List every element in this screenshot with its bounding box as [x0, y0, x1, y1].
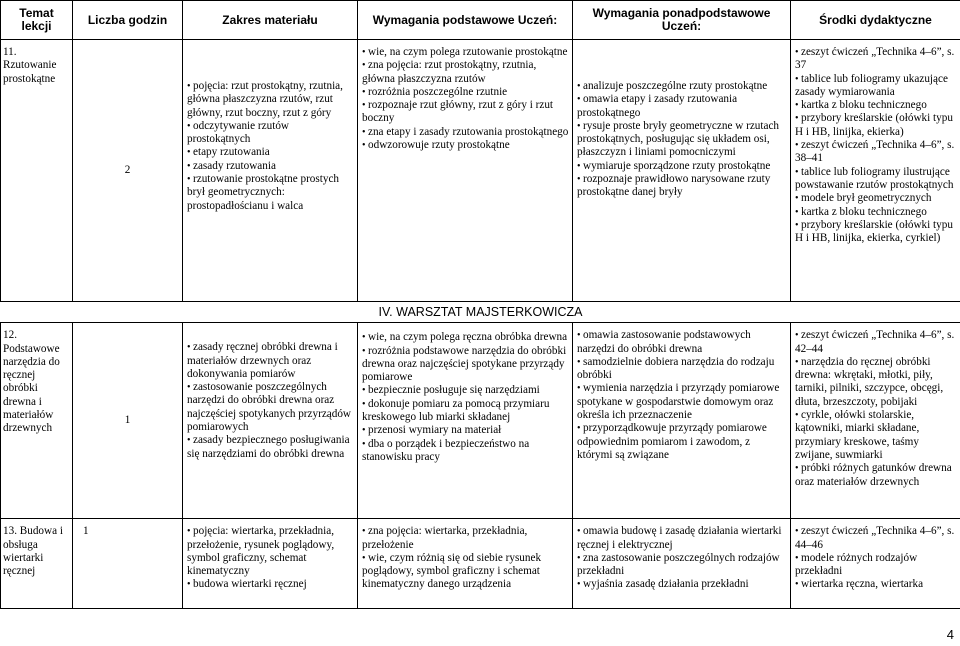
scope-list [187, 80, 355, 213]
scope-cell [183, 40, 358, 302]
list-item: • przybory kreślarskie (ołówki typu H i HB, linijka, ekierka, cyrkiel) [795, 219, 958, 246]
header-basic: Wymagania podstawowe Uczeń: [358, 1, 573, 40]
list-item: • zna pojęcia: wiertarka, przekładnia, przełożenie [362, 525, 570, 552]
list-item: • przybory kreślarskie (ołówki typu H i HB, linijka, ekierka) [795, 112, 958, 139]
list-item: • rzutowanie prostokątne prostych brył geometrycznych: prostopadłościanu i walca [187, 173, 355, 213]
list-item: • dokonuje pomiaru za pomocą przymiaru kreskowego lub miarki składanej [362, 398, 570, 425]
header-row [1, 1, 960, 40]
extended-list [577, 329, 788, 462]
aids-list [795, 329, 958, 489]
basic-cell [358, 323, 573, 519]
list-item: • odwzorowuje rzuty prostokątne [362, 139, 570, 152]
extended-cell [573, 323, 791, 519]
list-item: • zeszyt ćwiczeń „Technika 4–6”, s. 44–46 [795, 525, 958, 552]
list-item: • zna pojęcia: rzut prostokątny, rzutnia, główna płaszczyzna rzutów [362, 59, 570, 86]
list-item: • samodzielnie dobiera narzędzia do rodzaju obróbki [577, 356, 788, 383]
topic-cell: 12. Podstawowe narzędzia do ręcznej obróbki drewna i materiałów drzewnych [1, 323, 73, 519]
list-item: • wiertarka ręczna, wiertarka [795, 578, 958, 591]
basic-list [362, 331, 570, 464]
hours-cell: 1 [73, 519, 183, 609]
basic-list [362, 46, 570, 152]
list-item: • zna zastosowanie poszczególnych rodzajów przekładni [577, 552, 788, 579]
list-item: • rysuje proste bryły geometryczne w rzutach prostokątnych, posługując się układem osi, płaszczyzn i liniami pomocniczymi [577, 120, 788, 160]
aids-list [795, 525, 958, 591]
list-item: • zasady bezpiecznego posługiwania się narzędziami do obróbki drewna [187, 434, 355, 461]
list-item: • rozpoznaje rzut główny, rzut z góry i rzut boczny [362, 99, 570, 126]
list-item: • zna etapy i zasady rzutowania prostokątnego [362, 126, 570, 139]
list-item: • rozróżnia podstawowe narzędzia do obróbki drewna oraz najczęściej spotykane przyrządy pomiarowe [362, 345, 570, 385]
list-item: • rozpoznaje prawidłowo narysowane rzuty prostokątne danej bryły [577, 173, 788, 200]
list-item: • zastosowanie poszczególnych narzędzi do obróbki drewna oraz najczęściej spotykanych przyrządów pomiarowych [187, 381, 355, 434]
list-item: • przyporządkowuje przyrządy pomiarowe odpowiednim pomiarom i zawodom, z którymi są związane [577, 422, 788, 462]
header-aids: Środki dydaktyczne [791, 1, 960, 40]
list-item: • modele różnych rodzajów przekładni [795, 552, 958, 579]
list-item: • wie, na czym polega ręczna obróbka drewna [362, 331, 570, 344]
basic-cell [358, 519, 573, 609]
scope-list [187, 341, 355, 461]
list-item: • wymiaruje sporządzone rzuty prostokątne [577, 160, 788, 173]
list-item: • omawia zastosowanie podstawowych narzędzi do obróbki drewna [577, 329, 788, 356]
list-item: • modele brył geometrycznych [795, 192, 958, 205]
section-row [1, 302, 960, 323]
list-item: • wie, na czym polega rzutowanie prostokątne [362, 46, 570, 59]
basic-list [362, 525, 570, 591]
section-title: IV. WARSZTAT MAJSTERKOWICZA [1, 302, 960, 323]
extended-cell [573, 40, 791, 302]
header-scope: Zakres materiału [183, 1, 358, 40]
list-item: • zeszyt ćwiczeń „Technika 4–6”, s. 42–44 [795, 329, 958, 356]
list-item: • pojęcia: rzut prostokątny, rzutnia, główna płaszczyzna rzutów, rzut główny, rzut boczny, rzut z góry [187, 80, 355, 120]
extended-cell [573, 519, 791, 609]
header-extended: Wymagania ponadpodstawowe Uczeń: [573, 1, 791, 40]
list-item: • omawia etapy i zasady rzutowania prostokątnego [577, 93, 788, 120]
list-item: • pojęcia: wiertarka, przekładnia, przełożenie, rysunek poglądowy, symbol graficzny, schemat kinematyczny [187, 525, 355, 578]
list-item: • dba o porządek i bezpieczeństwo na stanowisku pracy [362, 438, 570, 465]
list-item: • wie, czym różnią się od siebie rysunek poglądowy, symbol graficzny i schemat kinematyczny danego urządzenia [362, 552, 570, 592]
list-item: • zasady rzutowania [187, 160, 355, 173]
scope-cell [183, 323, 358, 519]
table-row [1, 519, 960, 609]
list-item: • próbki różnych gatunków drewna oraz materiałów drzewnych [795, 462, 958, 489]
list-item: • cyrkle, ołówki stolarskie, kątowniki, miarki składane, przymiary kreskowe, taśmy zwijane, suwmiarki [795, 409, 958, 462]
list-item: • wyjaśnia zasadę działania przekładni [577, 578, 788, 591]
aids-cell [791, 519, 960, 609]
scope-cell [183, 519, 358, 609]
topic-cell: 13. Budowa i obsługa wiertarki ręcznej [1, 519, 73, 609]
list-item: • wymienia narzędzia i przyrządy pomiarowe spotykane w gospodarstwie domowym oraz określa ich przeznaczenie [577, 382, 788, 422]
list-item: • kartka z bloku technicznego [795, 206, 958, 219]
aids-cell [791, 323, 960, 519]
list-item: • tablice lub foliogramy ukazujące zasady wymiarowania [795, 73, 958, 100]
list-item: • budowa wiertarki ręcznej [187, 578, 355, 591]
list-item: • zeszyt ćwiczeń „Technika 4–6”, s. 38–41 [795, 139, 958, 166]
list-item: • etapy rzutowania [187, 146, 355, 159]
list-item: • omawia budowę i zasadę działania wiertarki ręcznej i elektrycznej [577, 525, 788, 552]
header-hours: Liczba godzin [73, 1, 183, 40]
header-topic: Temat lekcji [1, 1, 73, 40]
extended-list [577, 80, 788, 200]
list-item: • odczytywanie rzutów prostokątnych [187, 120, 355, 147]
list-item: • tablice lub foliogramy ilustrujące powstawanie rzutów prostokątnych [795, 166, 958, 193]
list-item: • kartka z bloku technicznego [795, 99, 958, 112]
hours-cell: 2 [73, 40, 183, 302]
list-item: • analizuje poszczególne rzuty prostokątne [577, 80, 788, 93]
table-row [1, 40, 960, 302]
list-item: • zeszyt ćwiczeń „Technika 4–6”, s. 37 [795, 46, 958, 73]
list-item: • przenosi wymiary na materiał [362, 424, 570, 437]
list-item: • rozróżnia poszczególne rzutnie [362, 86, 570, 99]
aids-list [795, 46, 958, 245]
page-number: 4 [946, 627, 954, 642]
hours-cell: 1 [73, 323, 183, 519]
list-item: • zasady ręcznej obróbki drewna i materiałów drzewnych oraz dokonywania pomiarów [187, 341, 355, 381]
extended-list [577, 525, 788, 591]
list-item: • narzędzia do ręcznej obróbki drewna: wkrętaki, młotki, piły, tarniki, pilniki, szczypce, obcęgi, dłuta, brzeszczoty, pobijaki [795, 356, 958, 409]
topic-cell: 11. Rzutowanie prostokątne [1, 40, 73, 302]
table-row [1, 323, 960, 519]
list-item: • bezpiecznie posługuje się narzędziami [362, 384, 570, 397]
aids-cell [791, 40, 960, 302]
basic-cell [358, 40, 573, 302]
scope-list [187, 525, 355, 591]
